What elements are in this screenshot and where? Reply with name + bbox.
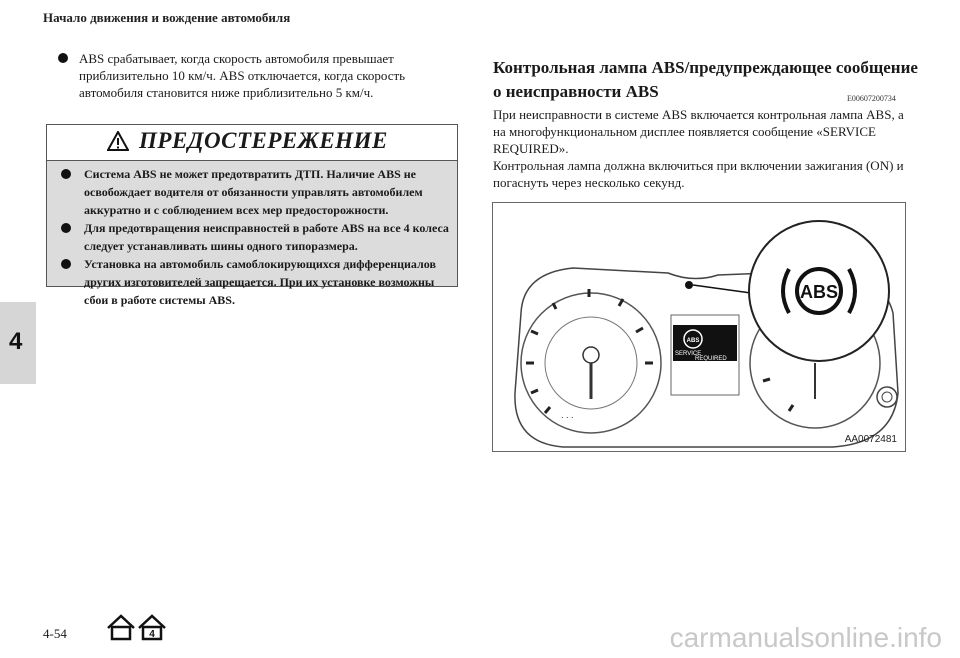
running-header: Начало движения и вождение автомобиля xyxy=(43,10,291,25)
bullet-icon xyxy=(61,169,71,179)
nav-icons xyxy=(105,612,169,647)
warning-title: ПРЕДОСТЕРЕЖЕНИЕ xyxy=(139,128,388,153)
instrument-cluster-illustration xyxy=(493,203,906,452)
warning-item xyxy=(84,165,456,219)
warning-item xyxy=(84,255,456,309)
abs-lamp-label: ABS xyxy=(799,282,839,302)
section-body xyxy=(493,106,913,191)
warning-item xyxy=(84,219,456,255)
warning-item-text: Установка на автомобиль самоблокирующихся дифференциалов других изготовителей запрещается. При их установке возможны сбои в работе системы ABS. xyxy=(84,257,436,307)
section-title-line1: Контрольная лампа ABS/предупреждающее сообщение xyxy=(493,58,918,77)
warning-item-text: Система ABS не может предотвратить ДТП. Наличие ABS не освобождает водителя от обязанности управлять автомобилем аккуратно и с соблюдением всех мер предосторожности. xyxy=(84,167,423,217)
section-code: E00607200734 xyxy=(847,94,896,103)
watermark: carmanualsonline.info xyxy=(669,622,942,653)
chapter-home-badge: 4 xyxy=(149,629,155,640)
warning-item-text: Для предотвращения неисправностей в работе ABS на все 4 колеса следует устанавливать шины одного типоразмера. xyxy=(84,221,449,253)
instrument-cluster-figure xyxy=(492,202,906,452)
intro-bullet xyxy=(58,50,458,101)
warning-body xyxy=(47,161,457,307)
chapter-tab xyxy=(0,302,36,384)
page-number: 4-54 xyxy=(43,626,67,641)
svg-text:. . .: . . . xyxy=(561,410,574,420)
warning-box xyxy=(46,124,458,307)
chapter-number: 4 xyxy=(9,328,23,355)
figure-label: AA0072481 xyxy=(844,434,897,445)
section-title-line2: о неисправности ABS xyxy=(493,82,659,101)
display-service-text: SERVICE xyxy=(675,351,702,357)
bullet-icon xyxy=(61,259,71,269)
display-abs-text: ABS xyxy=(686,338,700,344)
bullet-icon xyxy=(61,223,71,233)
warning-triangle-icon xyxy=(107,131,129,151)
intro-bullet-text: ABS срабатывает, когда скорость автомобиля превышает приблизительно 10 км/ч. ABS отключается, когда скорость автомобиля становится ниже приблизительно 5 км/ч. xyxy=(79,51,406,100)
display-required-text: REQUIRED xyxy=(695,356,727,362)
bullet-icon xyxy=(58,53,68,63)
chapter-home-icon[interactable] xyxy=(139,616,165,640)
section-paragraph-1: При неисправности в системе ABS включается контрольная лампа ABS, а на многофункциональном дисплее появляется сообщение «SERVICE REQUIRED». xyxy=(493,107,904,156)
section-paragraph-2: Контрольная лампа должна включиться при включении зажигания (ON) и погаснуть через несколько секунд. xyxy=(493,158,904,190)
warning-header xyxy=(47,125,457,161)
home-icon[interactable] xyxy=(108,616,134,639)
